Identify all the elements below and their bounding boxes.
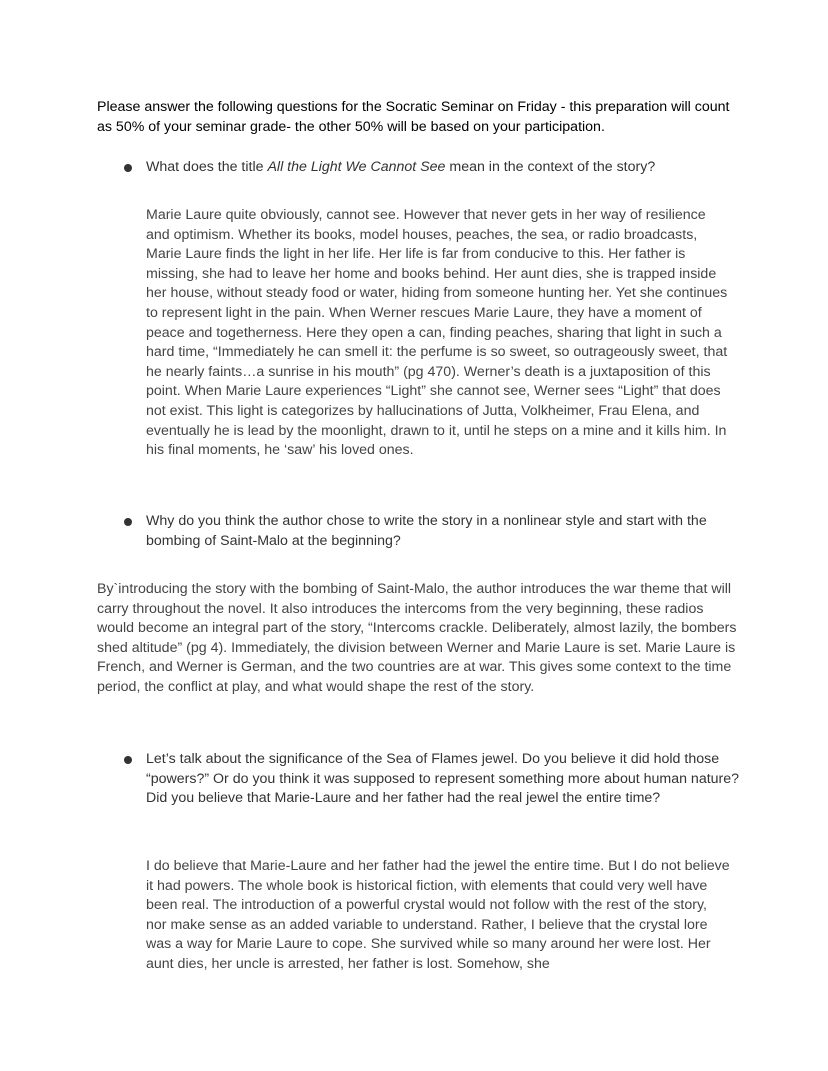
question-1-suffix: mean in the context of the story? [445,159,656,175]
answer-3: I do believe that Marie-Laure and her father had the jewel the entire time. But I do not believe it had powers. The whole book is historical fiction, with elements that could very well have been real. The introduction of a powerful crystal would not follow with the rest of the story, nor make sense as an added variable to understand. Rather, I believe that the crystal lore was a way for Marie Laure to cope. She survived while so many around her were lost. Her aunt dies, her uncle is arrested, her father is lost. Somehow, she [146,858,730,972]
question-1 [124,158,746,178]
question-2 [124,512,746,551]
question-3 [124,750,746,809]
book-title: All the Light We Cannot See [267,159,446,175]
bullet-icon [124,518,132,526]
question-2-text: Why do you think the author chose to write the story in a nonlinear style and start with the bombing of Saint-Malo at the beginning? [146,513,707,549]
bullet-icon [124,756,132,764]
question-1-prefix: What does the title [146,159,268,175]
answer-1: Marie Laure quite obviously, cannot see. However that never gets in her way of resilience and optimism. Whether its books, model houses, peaches, the sea, or radio broadcasts, Marie Laure finds the light in her life. Her life is far from conducive to this. Her father is missing, she had to leave her home and books behind. Her aunt dies, she is trapped inside her house, without steady food or water, hiding from someone hunting her. Yet she continues to represent light in the pain. When Werner rescues Marie Laure, they have a moment of peace and togetherness. Here they open a can, finding peaches, sharing that light in such a hard time, “Immediately he can smell it: the perfume is so sweet, so outrageously sweet, that he nearly faints…a sunrise in his mouth” (pg 470). Werner’s death is a juxtaposition of this point. When Marie Laure experiences “Light” she cannot see, Werner sees “Light” that does not exist. This light is categorizes by hallucinations of Jutta, Volkheimer, Frau Elena, and eventually he is lead by the moonlight, drawn to it, until he steps on a mine and it kills him. In his final moments, he ‘saw’ his loved ones. [146,207,728,459]
instructions-paragraph: Please answer the following questions for the Socratic Seminar on Friday - this preparation will count as 50% of your seminar grade- the other 50% will be based on your participation. [97,99,730,135]
question-3-text: Let’s talk about the significance of the Sea of Flames jewel. Do you believe it did hold those “powers?” Or do you think it was supposed to represent something more about human nature? Did you believe that Marie-Laure and her father had the real jewel the entire time? [146,751,740,807]
bullet-icon [124,164,132,172]
answer-2: By`introducing the story with the bombing of Saint-Malo, the author introduces the war theme that will carry throughout the novel. It also introduces the intercoms from the very beginning, these radios would become an integral part of the story, “Intercoms crackle. Deliberately, almost lazily, the bombers shed altitude” (pg 4). Immediately, the division between Werner and Marie Laure is set. Marie Laure is French, and Werner is German, and the two countries are at war. This gives some context to the time period, the conflict at play, and what would shape the rest of the story. [97,581,737,695]
